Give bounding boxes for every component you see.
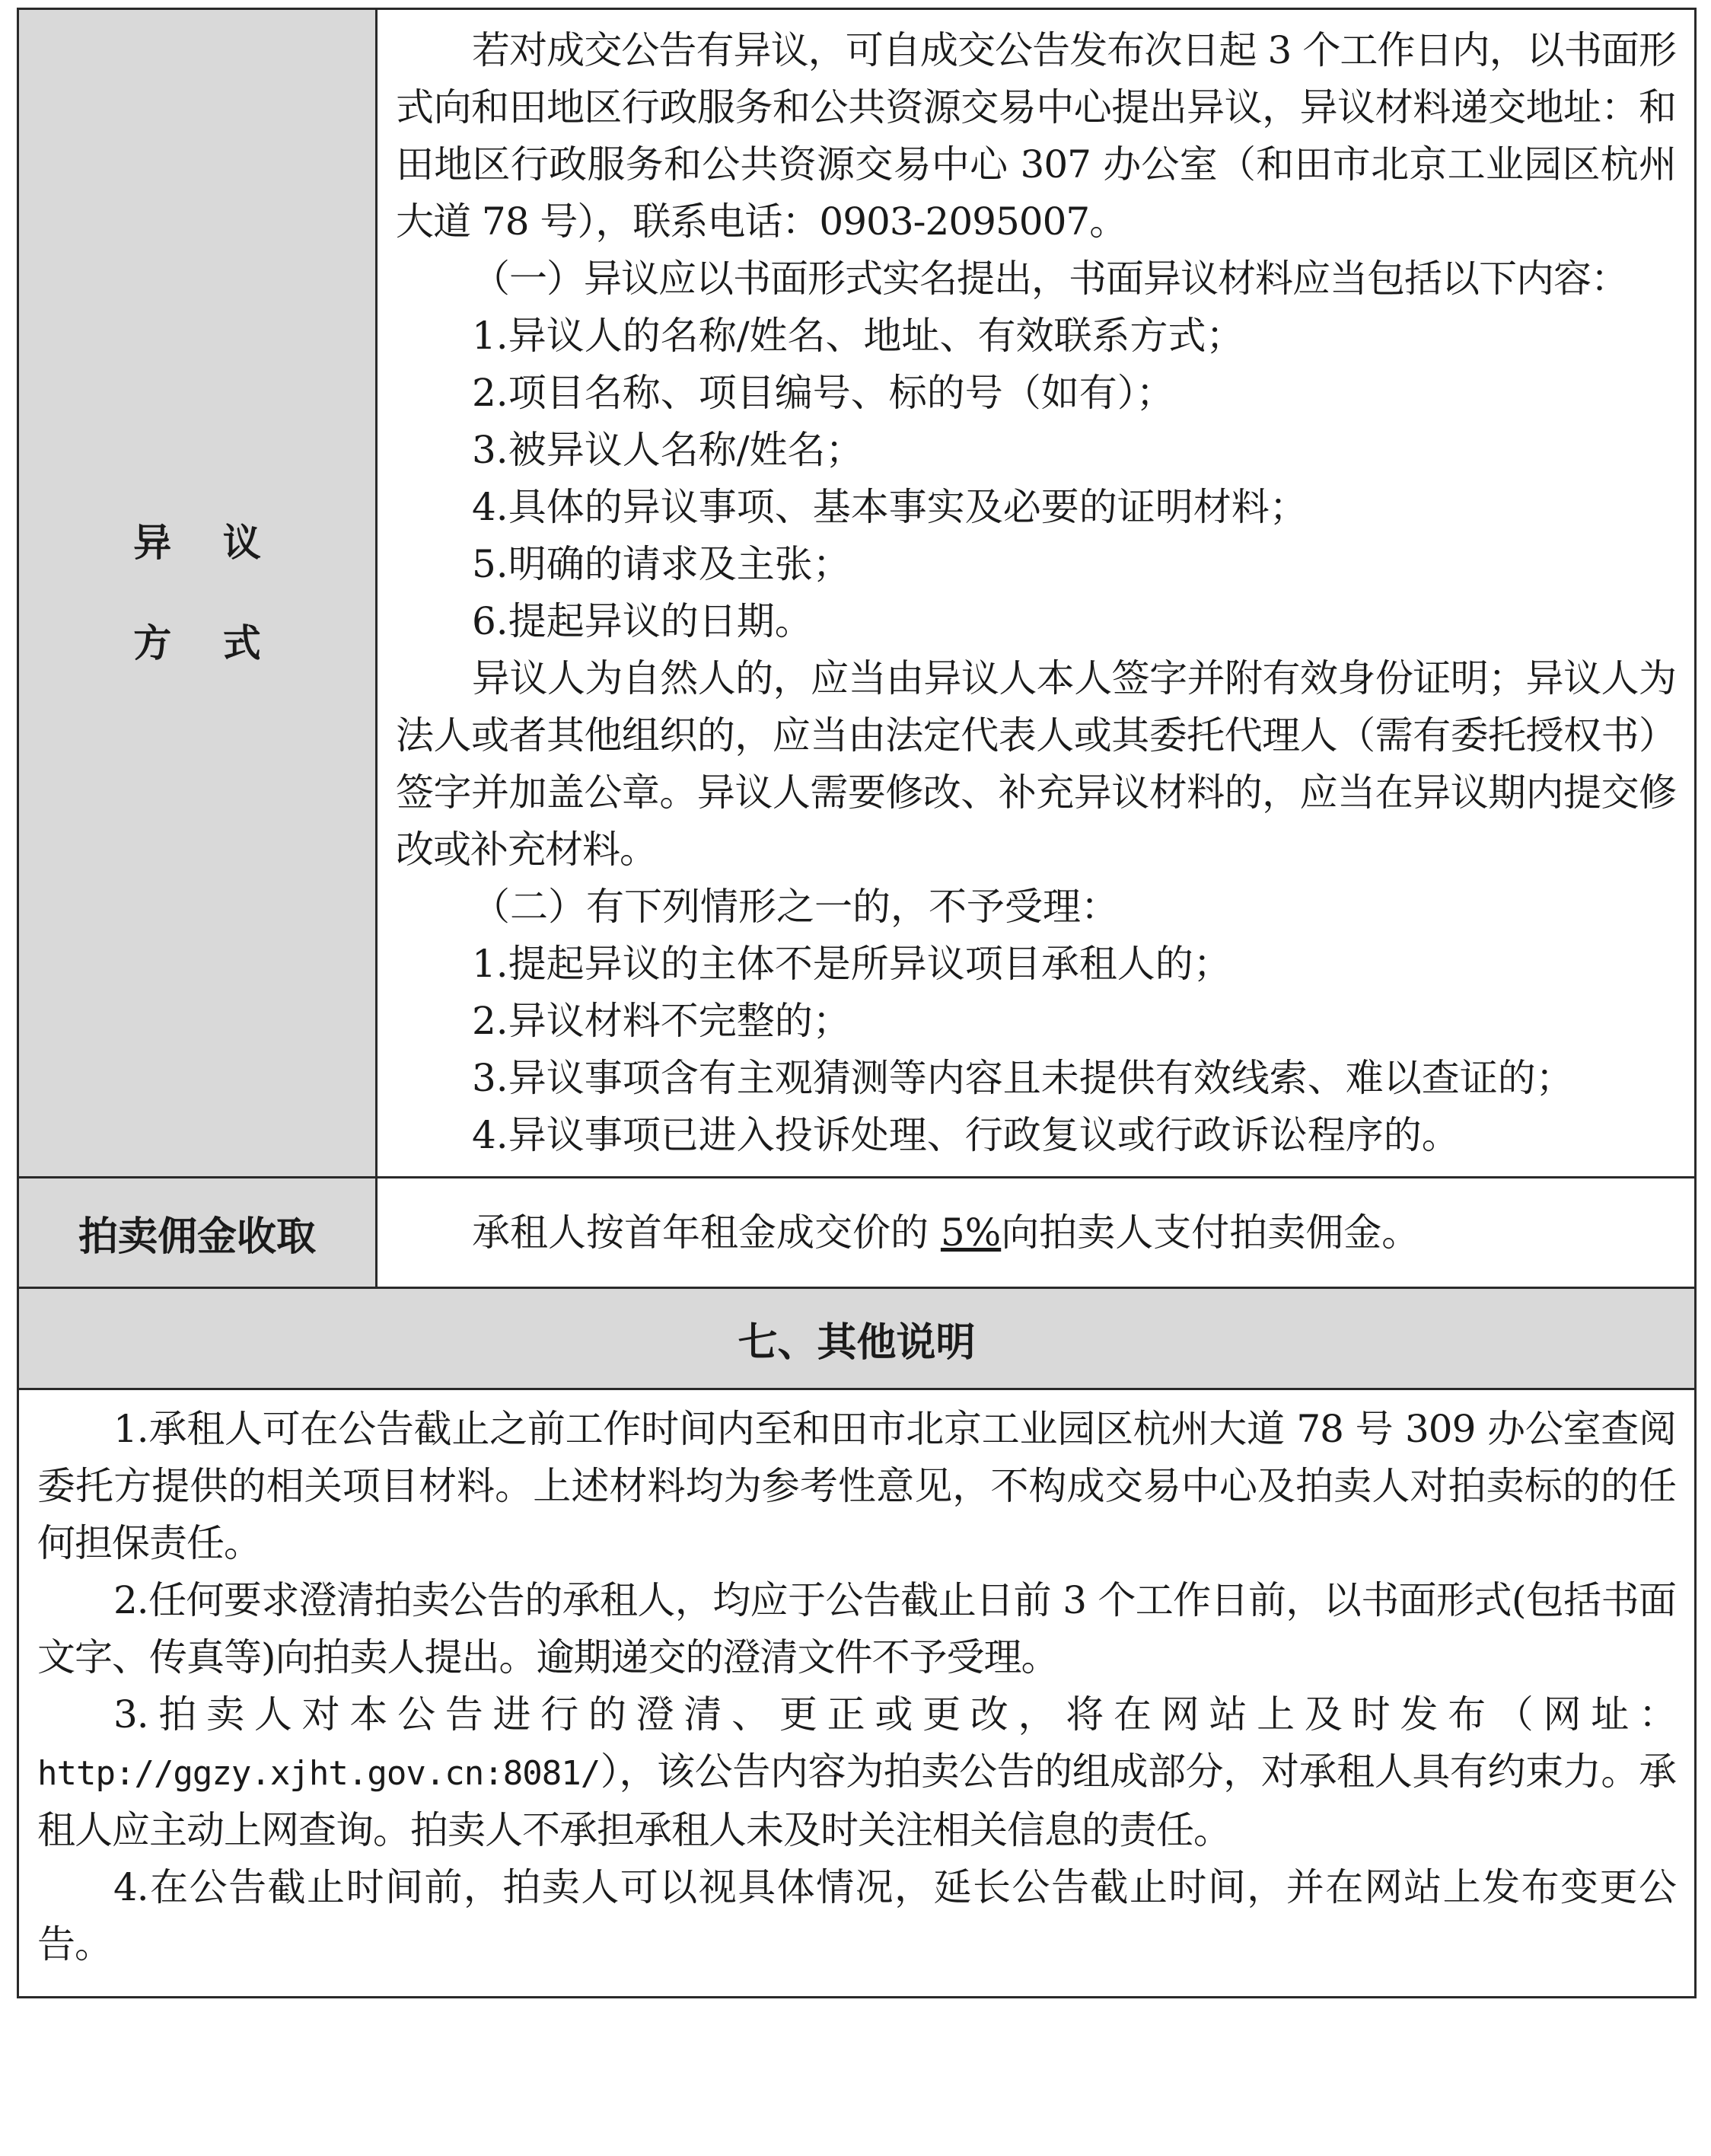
dispute-label-line2: 方 式 [133,621,280,665]
note-1: 1.承租人可在公告截止之前工作时间内至和田市北京工业园区杭州大道 78 号 309 办公室查阅委托方提供的相关项目材料。上述材料均为参考性意见，不构成交易中心及拍卖人对拍卖标的的任何担保责任。 [37,1407,1676,1565]
document-page [17,8,1694,2120]
announcement-table [17,8,1697,1998]
section1-title: （一）异议应以书面形式实名提出，书面异议材料应当包括以下内容： [472,257,1628,301]
section2-item: 2.异议材料不完整的； [472,999,851,1043]
commission-content-cell [377,1178,1696,1288]
dispute-row [18,9,1696,1178]
dispute-label-cell [18,9,377,1178]
commission-label: 拍卖佣金收取 [18,1178,377,1288]
other-notes-row [18,1389,1696,1998]
section2-title: （二）有下列情形之一的，不予受理： [472,885,1119,929]
section2-item: 1.提起异议的主体不是所异议项目承租人的； [472,942,1231,986]
dispute-content-cell [377,9,1696,1178]
section1-item: 5.明确的请求及主张； [472,542,851,586]
dispute-label-line1: 异 议 [133,521,280,565]
commission-text [396,1204,1676,1261]
other-heading-row [18,1288,1696,1389]
section2-item: 3.异议事项含有主观猜测等内容且未提供有效线索、难以查证的； [472,1056,1574,1100]
note-2: 2.任何要求澄清拍卖公告的承租人，均应于公告截止日前 3 个工作日前，以书面形式(包括书面文字、传真等)向拍卖人提出。逾期递交的澄清文件不予受理。 [37,1578,1676,1679]
commission-text-after: 向拍卖人支付拍卖佣金。 [1001,1210,1420,1255]
dispute-intro: 若对成交公告有异议，可自成交公告发布次日起 3 个工作日内，以书面形式向和田地区行政服务和公共资源交易中心提出异议，异议材料递交地址：和田地区行政服务和公共资源交易中心 307 办公室（和田市北京工业园区杭州大道 78 号），联系电话：0903-2095007。 [396,28,1676,244]
section1-item: 1.异议人的名称/姓名、地址、有效联系方式； [472,314,1244,358]
section1-item: 6.提起异议的日期。 [472,599,813,643]
commission-text-before: 承租人按首年租金成交价的 [472,1210,941,1255]
section1-item: 2.项目名称、项目编号、标的号（如有）； [472,371,1174,415]
section2-item: 4.异议事项已进入投诉处理、行政复议或行政诉讼程序的。 [472,1113,1460,1157]
note-3 [37,1686,1676,1859]
commission-row [18,1178,1696,1288]
commission-rate: 5% [940,1210,1002,1255]
section1-item: 4.具体的异议事项、基本事实及必要的证明材料； [472,485,1308,529]
section1-item: 3.被异议人名称/姓名； [472,428,864,472]
signature-paragraph: 异议人为自然人的，应当由异议人本人签字并附有效身份证明；异议人为法人或者其他组织的，应当由法定代表人或其委托代理人（需有委托授权书）签字并加盖公章。异议人需要修改、补充异议材料的，应当在异议期内提交修改或补充材料。 [396,656,1676,872]
note-3-url-link[interactable]: http://ggzy.xjht.gov.cn:8081/ [37,1754,601,1793]
other-notes-cell [18,1389,1696,1998]
other-heading: 七、其他说明 [18,1288,1696,1389]
note-3-before: 3.拍卖人对本公告进行的澄清、更正或更改，将在网站上及时发布（网址： [113,1692,1676,1737]
note-3-after: ），该公告内容为拍卖公告的组成部分，对承租人具有约束力。承租人应主动上网查询。拍卖人不承担承租人未及时关注相关信息的责任。 [37,1749,1676,1852]
note-4: 4.在公告截止时间前，拍卖人可以视具体情况，延长公告截止时间，并在网站上发布变更公告。 [37,1865,1676,1966]
